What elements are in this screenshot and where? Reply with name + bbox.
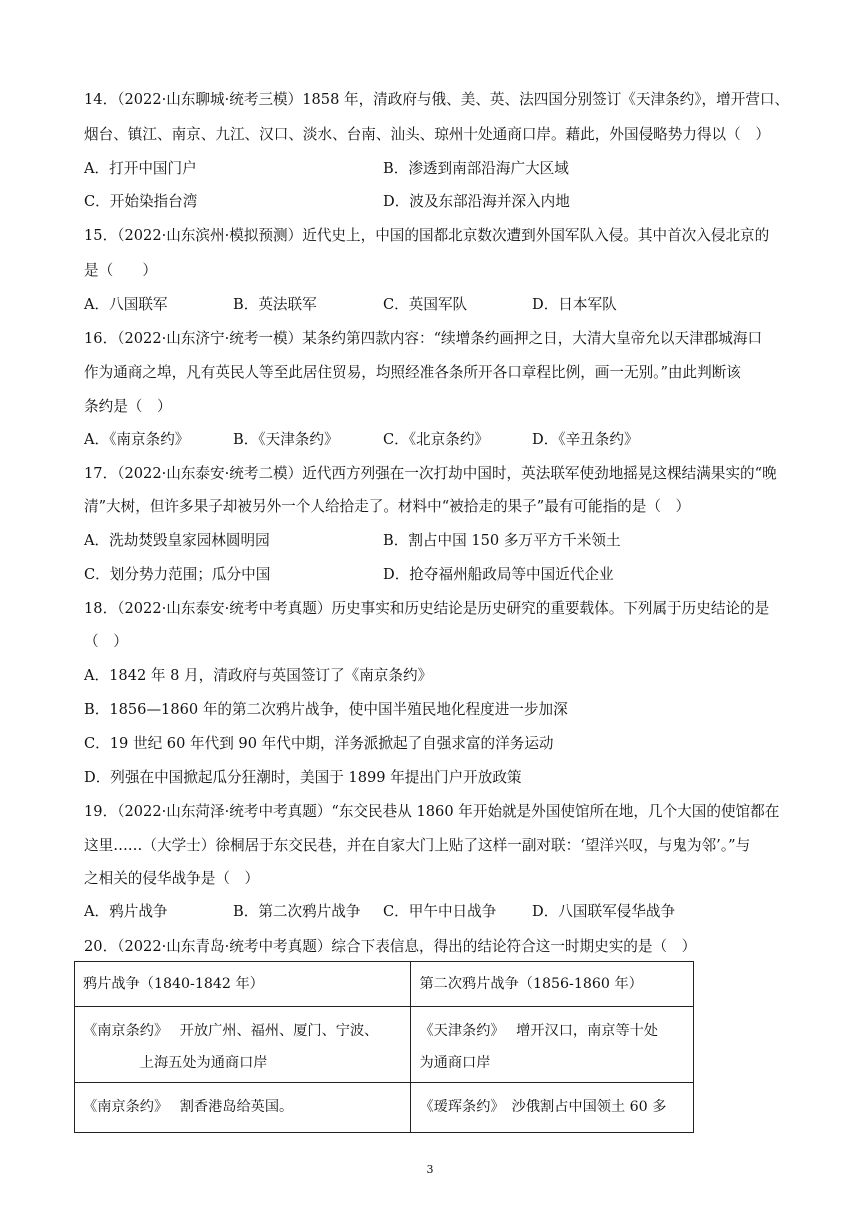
table-cell-line: 《南京条约》 开放广州、福州、厦门、宁波、 [83,1023,379,1039]
q19-line-1: 19．（2022·山东菏泽·统考中考真题）“东交民巷从 1860 年开始就是外国使馆所在地，几个大国的使馆都在 [84,803,780,820]
q17-option-b[interactable]: B．割占中国 150 多万平方千米领土 [383,532,621,549]
q14-line-2: 烟台、镇江、南京、九江、汉口、淡水、台南、汕头、琼州十处通商口岸。藉此，外国侵略势力得以（ ） [84,126,770,143]
table-cell [411,1007,694,1083]
q20-line-1: 20．（2022·山东青岛·统考中考真题）综合下表信息，得出的结论符合这一时期史实的是（ ） [84,938,697,955]
q18-option-b[interactable]: B．1856—1860 年的第二次鸦片战争，使中国半殖民地化程度进一步加深 [84,701,568,718]
q15-line-2: 是（ ） [84,262,157,279]
q16-line-1: 16．（2022·山东济宁·统考一模）某条约第四款内容：“续增条约画押之日，大清大皇帝允以天津郡城海口 [84,330,763,347]
q18-option-d[interactable]: D．列强在中国掀起瓜分狂潮时，美国于 1899 年提出门户开放政策 [84,769,522,786]
q16-option-c[interactable]: C．《北京条约》 [383,431,490,448]
table-cell [75,1083,411,1133]
table-row [75,1083,694,1133]
q16-option-a[interactable]: A．《南京条约》 [84,431,190,448]
q18-option-a[interactable]: A．1842 年 8 月，清政府与英国签订了《南京条约》 [84,667,433,684]
q17-option-d[interactable]: D．抢夺福州船政局等中国近代企业 [383,566,614,583]
table-cell [411,1083,694,1133]
table-header-cell: 鸦片战争（1840-1842 年） [75,962,411,1007]
q19-option-d[interactable]: D．八国联军侵华战争 [532,903,676,920]
q14-option-d[interactable]: D．波及东部沿海并深入内地 [383,193,570,210]
comparison-table [74,961,694,1133]
q17-line-2: 清”大树，但许多果子却被另外一个人给拾走了。材料中“被拾走的果子”最有可能指的是（ ） [84,498,691,515]
q14-line-1: 14．（2022·山东聊城·统考三模）1858 年，清政府与俄、美、英、法四国分别签订《天津条约》，增开营口、 [84,91,790,108]
q14-option-a[interactable]: A．打开中国门户 [84,160,197,177]
table-header-row [75,962,694,1007]
q19-line-3: 之相关的侵华战争是（ ） [84,870,260,887]
q18-line-2: （ ） [84,633,128,650]
q18-option-c[interactable]: C．19 世纪 60 年代到 90 年代中期，洋务派掀起了自强求富的洋务运动 [84,735,554,752]
table-cell [75,1007,411,1083]
table-row [75,1007,694,1083]
q15-option-b[interactable]: B．英法联军 [233,296,317,313]
q15-line-1: 15．（2022·山东滨州·模拟预测）近代史上，中国的国都北京数次遭到外国军队入侵。其中首次入侵北京的 [84,227,770,244]
q15-option-d[interactable]: D．日本军队 [532,296,617,313]
q19-option-b[interactable]: B．第二次鸦片战争 [233,903,361,920]
q15-option-a[interactable]: A．八国联军 [84,296,168,313]
q19-line-2: 这里……（大学士）徐桐居于东交民巷，并在自家大门上贴了这样一副对联：‘望洋兴叹，与鬼为邻’。”与 [84,837,751,854]
table-cell-line: 《天津条约》 增开汉口，南京等十处 [419,1023,659,1039]
q17-line-1: 17．（2022·山东泰安·统考二模）近代西方列强在一次打劫中国时，英法联军使劲地摇晃这棵结满果实的“晚 [84,465,777,482]
q19-option-a[interactable]: A．鸦片战争 [84,903,168,920]
q14-option-c[interactable]: C．开始染指台湾 [84,193,198,210]
q16-option-b[interactable]: B．《天津条约》 [233,431,339,448]
q17-option-c[interactable]: C．划分势力范围；瓜分中国 [84,566,271,583]
page-number: 3 [426,1163,434,1176]
q14-option-b[interactable]: B．渗透到南部沿海广大区域 [383,160,569,177]
q17-option-a[interactable]: A．洗劫焚毁皇家园林圆明园 [84,532,270,549]
q18-line-1: 18．（2022·山东泰安·统考中考真题）历史事实和历史结论是历史研究的重要载体。下列属于历史结论的是 [84,600,770,617]
table-header-cell: 第二次鸦片战争（1856-1860 年） [411,962,694,1007]
table-cell-line: 《南京条约》 割香港岛给英国。 [83,1099,294,1115]
table-cell-line: 《瑷珲条约》 沙俄割占中国领土 60 多 [419,1099,667,1115]
q16-line-2: 作为通商之埠，凡有英民人等至此居住贸易，均照经准各条所开各口章程比例，画一无别。”由此判断该 [84,364,741,381]
q15-option-c[interactable]: C．英国军队 [383,296,468,313]
q19-option-c[interactable]: C．甲午中日战争 [383,903,497,920]
q16-line-3: 条约是（ ） [84,398,172,415]
q16-option-d[interactable]: D．《辛丑条约》 [532,431,639,448]
table-cell-line: 上海五处为通商口岸 [83,1055,268,1071]
table-cell-line: 为通商口岸 [419,1055,491,1071]
